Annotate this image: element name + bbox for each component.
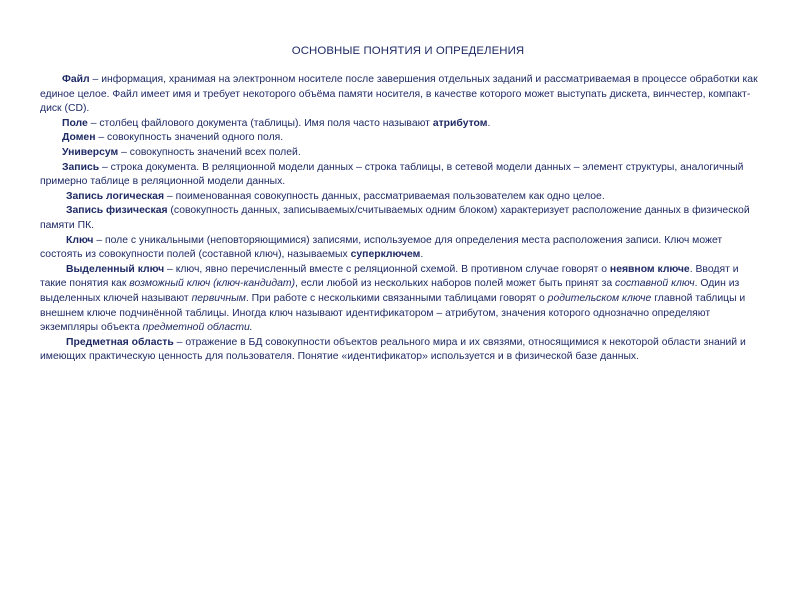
paragraph-record: Запись – строка документа. В реляционной модели данных – строка таблицы, в сетевой модели данных – элемент структуры, аналогичный примерно таблице в реляционной модели данных. <box>40 161 744 188</box>
paragraph-file: Файл – информация, хранимая на электронном носителе после завершения отдельных заданий и рассматриваемая в процессе обработки как единое целое. Файл имеет имя и требует некоторого объёма памяти носителя, в качестве которого может выступать дискета, винчестер, компакт-диск (CD). <box>40 74 758 115</box>
paragraph-domain: Домен – совокупность значений одного поля. <box>62 132 284 144</box>
term-record: Запись <box>62 161 100 173</box>
paragraph-field: Поле – столбец файлового документа (таблицы). Имя поля часто называют атрибутом. <box>62 117 491 129</box>
term-parent-key: родительском ключе <box>547 292 652 304</box>
term-selected-key: Выделенный ключ <box>66 263 165 275</box>
term-subject-area-inline: предметной области. <box>142 322 253 334</box>
paragraph-selected-key: Выделенный ключ – ключ, явно перечисленный вместе с реляционной схемой. В противном случае говорят о неявном ключе. Вводят и такие понятия как возможный ключ (ключ-кандидат), если любой из нескольких наборов полей может быть принят за составной ключ. Один из выделенных ключей называют первичным. При работе с несколькими связанными таблицами говорят о родительском ключе главной таблицы и внешнем ключе подчинённой таблицы. Иногда ключ называют идентификатором – атрибутом, значения которого однозначно определяют экземпляры объекта предметной области. <box>40 263 746 334</box>
term-universe: Универсум <box>62 146 119 158</box>
term-field: Поле <box>62 117 88 129</box>
term-implicit-key: неявном ключе <box>609 263 690 275</box>
term-key: Ключ <box>66 234 94 246</box>
term-file: Файл <box>62 74 90 85</box>
term-logical-record: Запись логическая <box>66 190 165 202</box>
term-subject-area: Предметная область <box>66 336 174 348</box>
term-physical-record: Запись физическая <box>66 205 168 217</box>
term-primary-key: первичным <box>191 292 246 304</box>
paragraph-logical-record: Запись логическая – поименованная совокупность данных, рассматриваемая пользователем как одно целое. <box>66 190 605 202</box>
term-attribute: атрибутом <box>432 117 488 129</box>
paragraph-physical-record: Запись физическая (совокупность данных, записываемых/считываемых одним блоком) характеризует расположение данных в физической памяти ПК. <box>40 205 750 231</box>
paragraph-key: Ключ – поле с уникальными (неповторяющимися) записями, используемое для определения места расположения записи. Ключ может состоять из совокупности полей (составной ключ), называемых суперключем. <box>40 234 723 261</box>
paragraph-universe: Универсум – совокупность значений всех полей. <box>62 146 301 158</box>
paragraph-subject-area: Предметная область – отражение в БД совокупности объектов реального мира и их связями, относящимися к некоторой области знаний и имеющих практическую ценность для пользователя. Понятие «идентификатор» используется и в физической базе данных. <box>40 336 746 363</box>
document-title: ОСНОВНЫЕ ПОНЯТИЯ И ОПРЕДЕЛЕНИЯ <box>291 45 525 57</box>
document-body <box>40 73 760 365</box>
term-candidate-key: возможный ключ (ключ-кандидат) <box>129 278 296 290</box>
term-superkey: суперключем <box>350 249 421 261</box>
term-domain: Домен <box>62 132 96 144</box>
term-composite-key: составной ключ <box>615 278 695 290</box>
